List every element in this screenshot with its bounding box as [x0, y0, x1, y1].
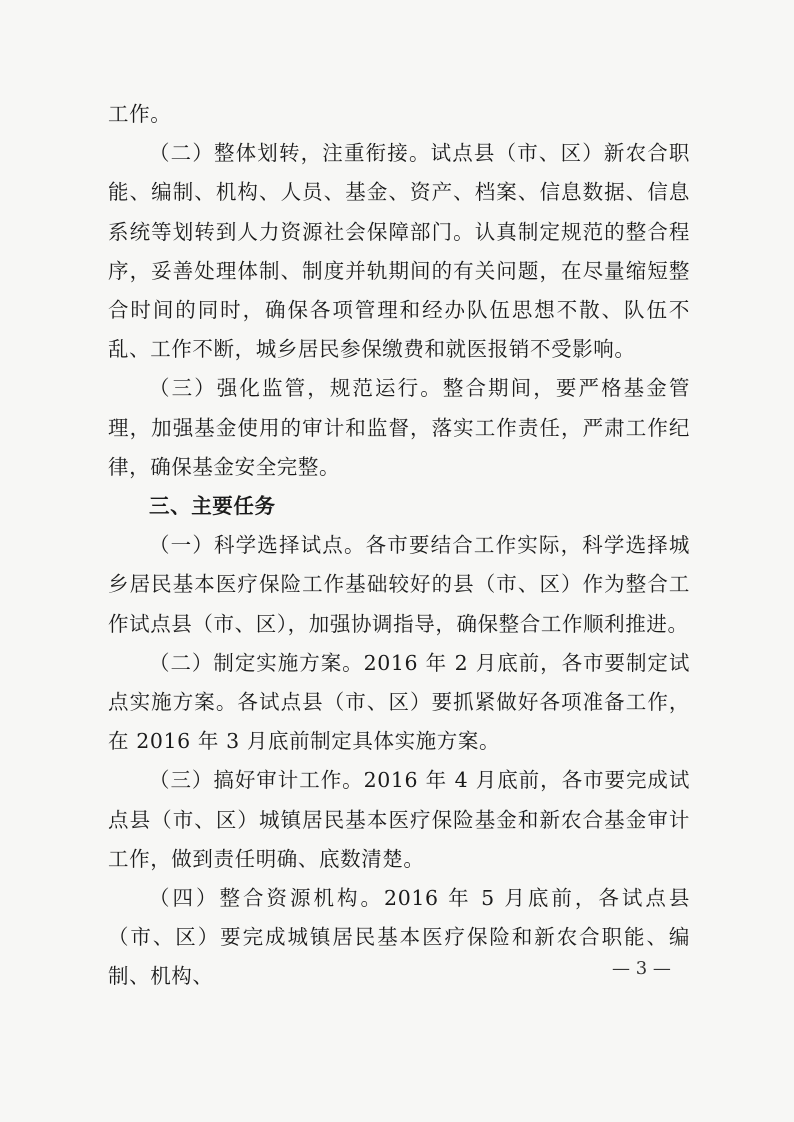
paragraph-select-pilot: （一）科学选择试点。各市要结合工作实际，科学选择城乡居民基本医疗保险工作基础较好的县（市、区）作为整合工作试点县（市、区），加强协调指导，确保整合工作顺利推进。 — [108, 533, 690, 636]
paragraph-overall-transfer: （二）整体划转，注重衔接。试点县（市、区）新农合职能、编制、机构、人员、基金、资产、档案、信息数据、信息系统等划转到人力资源社会保障部门。认真制定规范的整合程序，妥善处理体制、制度并轨期间的有关问题，在尽量缩短整合时间的同时，确保各项管理和经办队伍思想不散、队伍不乱、工作不断，城乡居民参保缴费和就医报销不受影响。 — [108, 141, 690, 362]
paragraph-audit-work: （三）搞好审计工作。2016 年 4 月底前，各市要完成试点县（市、区）城镇居民基本医疗保险基金和新农合基金审计工作，做到责任明确、底数清楚。 — [108, 768, 690, 871]
paragraph-supervision: （三）强化监管，规范运行。整合期间，要严格基金管理，加强基金使用的审计和监督，落实工作责任，严肃工作纪律，确保基金安全完整。 — [108, 376, 690, 479]
paragraph-implementation-plan: （二）制定实施方案。2016 年 2 月底前，各市要制定试点实施方案。各试点县（市、区）要抓紧做好各项准备工作，在 2016 年 3 月底前制定具体实施方案。 — [108, 650, 690, 754]
paragraph-integrate-resources: （四）整合资源机构。2016 年 5 月底前，各试点县（市、区）要完成城镇居民基本医疗保险和新农合职能、编制、机构、 — [108, 886, 690, 989]
section-heading-main-tasks: 三、主要任务 — [149, 494, 276, 519]
page-number: — 3 — — [612, 958, 671, 979]
paragraph-continuation: 工作。 — [108, 102, 172, 126]
